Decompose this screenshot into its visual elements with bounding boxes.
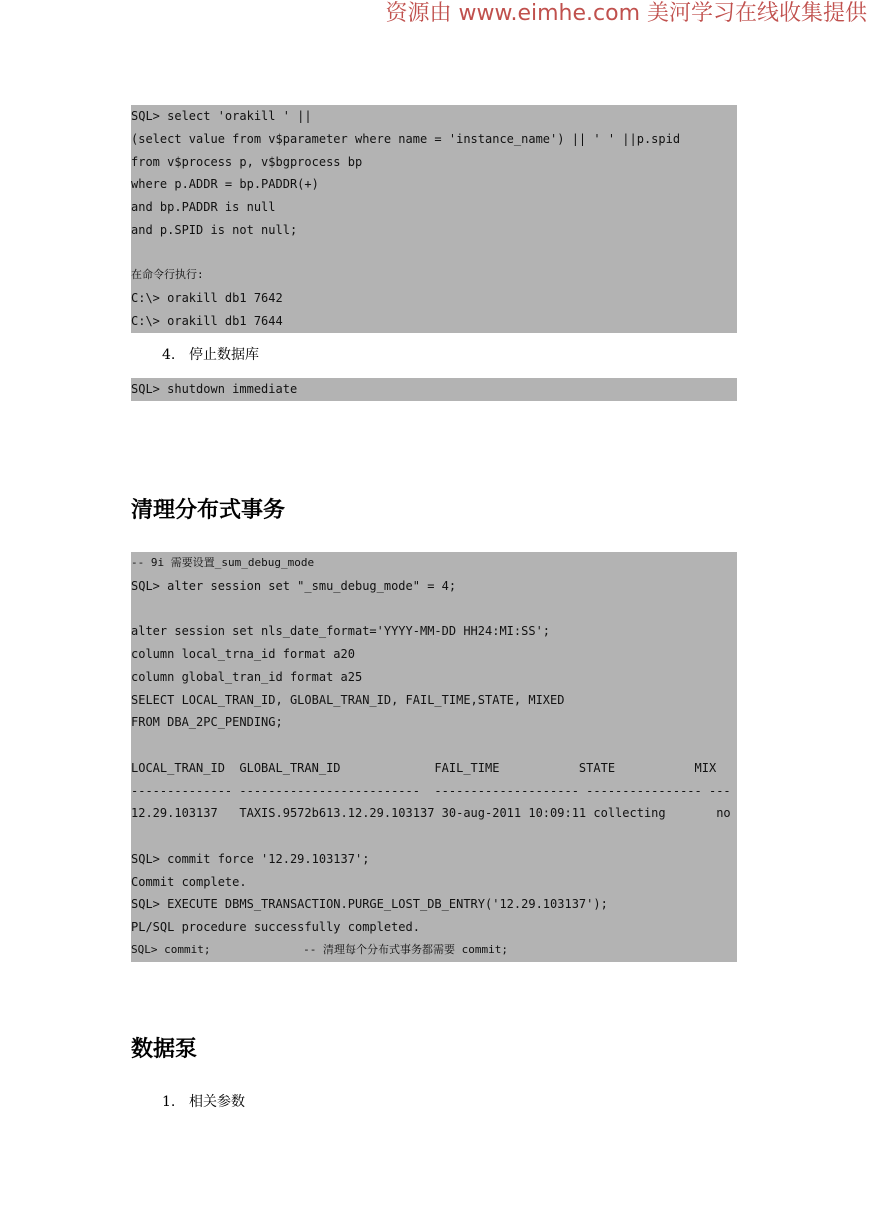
code-line: SQL> commit force '12.29.103137';: [131, 851, 370, 866]
code-line: column global_tran_id format a25: [131, 669, 363, 684]
list-item-label: 停止数据库: [189, 347, 259, 363]
code-line: alter session set nls_date_format='YYYY-MM-DD HH24:MI:SS';: [131, 624, 551, 639]
code-line: and bp.PADDR is null: [131, 200, 276, 214]
code-line: -------------- ------------------------- -------------------- ---------------- ---: [131, 783, 731, 798]
list-number: 1.: [162, 1094, 176, 1110]
code-line: (select value from v$parameter where name = 'instance_name') || ' ' ||p.spid: [131, 131, 681, 146]
code-line: 12.29.103137 TAXIS.9572b613.12.29.103137 30-aug-2011 10:09:11 collecting no: [131, 806, 731, 821]
code-line: [131, 242, 737, 265]
code-block-distributed-transactions: [131, 552, 737, 962]
code-line: 在命令行执行:: [131, 268, 204, 282]
code-line: from v$process p, v$bgprocess bp: [131, 154, 363, 169]
code-line: C:\> orakill db1 7644: [131, 313, 283, 328]
code-line: C:\> orakill db1 7642: [131, 291, 283, 305]
code-line: [131, 598, 737, 621]
code-line: FROM DBA_2PC_PENDING;: [131, 715, 283, 730]
code-line: Commit complete.: [131, 874, 247, 889]
code-block-shutdown: [131, 378, 737, 401]
code-line: SQL> commit; -- 清理每个分布式事务都需要 commit;: [131, 942, 509, 956]
code-line: LOCAL_TRAN_ID GLOBAL_TRAN_ID FAIL_TIME STATE MIX: [131, 760, 717, 775]
list-item-related-parameters: [162, 1092, 245, 1112]
code-line: SQL> alter session set "_smu_debug_mode" = 4;: [131, 578, 457, 593]
code-line: PL/SQL procedure successfully completed.: [131, 920, 420, 934]
list-item-stop-database: [162, 345, 259, 365]
code-line: where p.ADDR = bp.PADDR(+): [131, 177, 319, 192]
code-line: SQL> shutdown immediate: [131, 382, 298, 396]
code-line: column local_trna_id format a20: [131, 647, 355, 661]
section-heading-distributed-transactions: 清理分布式事务: [131, 498, 286, 523]
watermark: 资源由 www.eimhe.com 美河学习在线收集提供: [385, 1, 867, 26]
code-line: [131, 734, 737, 757]
code-line: SQL> select 'orakill ' ||: [131, 109, 312, 123]
code-line: [131, 825, 737, 848]
code-line: and p.SPID is not null;: [131, 222, 298, 237]
list-number: 4.: [162, 347, 176, 363]
code-block-orakill: [131, 105, 737, 333]
code-line: -- 9i 需要设置_sum_debug_mode: [131, 556, 315, 569]
section-heading-data-pump: 数据泵: [131, 1037, 198, 1062]
code-line: SQL> EXECUTE DBMS_TRANSACTION.PURGE_LOST_DB_ENTRY('12.29.103137');: [131, 897, 608, 912]
list-item-label: 相关参数: [189, 1094, 245, 1110]
code-line: SELECT LOCAL_TRAN_ID, GLOBAL_TRAN_ID, FAIL_TIME,STATE, MIXED: [131, 692, 565, 707]
